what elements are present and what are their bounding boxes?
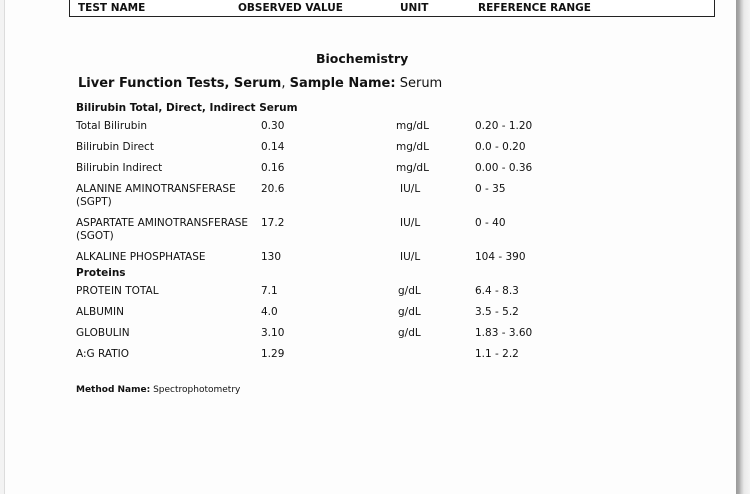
observed-value: 17.2 bbox=[261, 217, 285, 229]
method-value: Spectrophotometry bbox=[153, 385, 241, 395]
reference-range: 0.0 - 0.20 bbox=[475, 141, 526, 153]
panel-name: Liver Function Tests, Serum bbox=[78, 76, 282, 91]
observed-value: 0.16 bbox=[261, 162, 285, 174]
method-label: Method Name: bbox=[76, 385, 151, 395]
unit: IU/L bbox=[400, 183, 421, 195]
observed-value: 20.6 bbox=[261, 183, 285, 195]
test-name: ALBUMIN bbox=[76, 306, 124, 318]
method-line bbox=[76, 385, 240, 395]
test-name: Bilirubin Direct bbox=[76, 141, 154, 153]
observed-value: 4.0 bbox=[261, 306, 278, 318]
header-observed-value: OBSERVED VALUE bbox=[238, 2, 343, 14]
reference-range: 0 - 40 bbox=[475, 217, 506, 229]
header-unit: UNIT bbox=[400, 2, 429, 14]
unit: IU/L bbox=[400, 217, 421, 229]
test-name: PROTEIN TOTAL bbox=[76, 285, 159, 297]
observed-value: 0.14 bbox=[261, 141, 285, 153]
observed-value: 130 bbox=[261, 251, 282, 263]
observed-value: 3.10 bbox=[261, 327, 285, 339]
test-name: Total Bilirubin bbox=[76, 120, 148, 132]
test-name: ALANINE AMINOTRANSFERASE (SGPT) bbox=[76, 183, 236, 208]
department-title: Biochemistry bbox=[316, 51, 409, 66]
reference-range: 104 - 390 bbox=[475, 251, 526, 263]
reference-range: 1.1 - 2.2 bbox=[475, 348, 519, 360]
table-header bbox=[69, 0, 715, 17]
unit: IU/L bbox=[400, 251, 421, 263]
test-name: Bilirubin Indirect bbox=[76, 162, 163, 174]
header-test-name: TEST NAME bbox=[78, 2, 146, 14]
group-title-bilirubin: Bilirubin Total, Direct, Indirect Serum bbox=[76, 102, 298, 114]
unit: g/dL bbox=[398, 306, 421, 318]
unit: g/dL bbox=[398, 285, 421, 297]
reference-range: 3.5 - 5.2 bbox=[475, 306, 519, 318]
reference-range: 1.83 - 3.60 bbox=[475, 327, 533, 339]
test-name: ASPARTATE AMINOTRANSFERASE (SGOT) bbox=[76, 217, 249, 242]
test-name: A:G RATIO bbox=[76, 348, 130, 360]
reference-range: 6.4 - 8.3 bbox=[475, 285, 519, 297]
observed-value: 7.1 bbox=[261, 285, 278, 297]
test-name: GLOBULIN bbox=[76, 327, 130, 339]
observed-value: 1.29 bbox=[261, 348, 285, 360]
report-page bbox=[4, 0, 737, 494]
page-shadow bbox=[736, 0, 750, 494]
header-reference-range: REFERENCE RANGE bbox=[478, 2, 591, 14]
unit: g/dL bbox=[398, 327, 421, 339]
group-title-proteins: Proteins bbox=[76, 267, 126, 279]
observed-value: 0.30 bbox=[261, 120, 285, 132]
reference-range: 0.00 - 0.36 bbox=[475, 162, 533, 174]
sample-value: Serum bbox=[399, 76, 443, 91]
unit: mg/dL bbox=[396, 162, 429, 174]
unit: mg/dL bbox=[396, 141, 429, 153]
panel-title: Liver Function Tests, Serum, Sample Name: Serum bbox=[78, 76, 443, 91]
test-name: ALKALINE PHOSPHATASE bbox=[76, 251, 206, 263]
unit: mg/dL bbox=[396, 120, 429, 132]
sample-label: Sample Name: bbox=[289, 76, 396, 91]
reference-range: 0 - 35 bbox=[475, 183, 506, 195]
reference-range: 0.20 - 1.20 bbox=[475, 120, 533, 132]
